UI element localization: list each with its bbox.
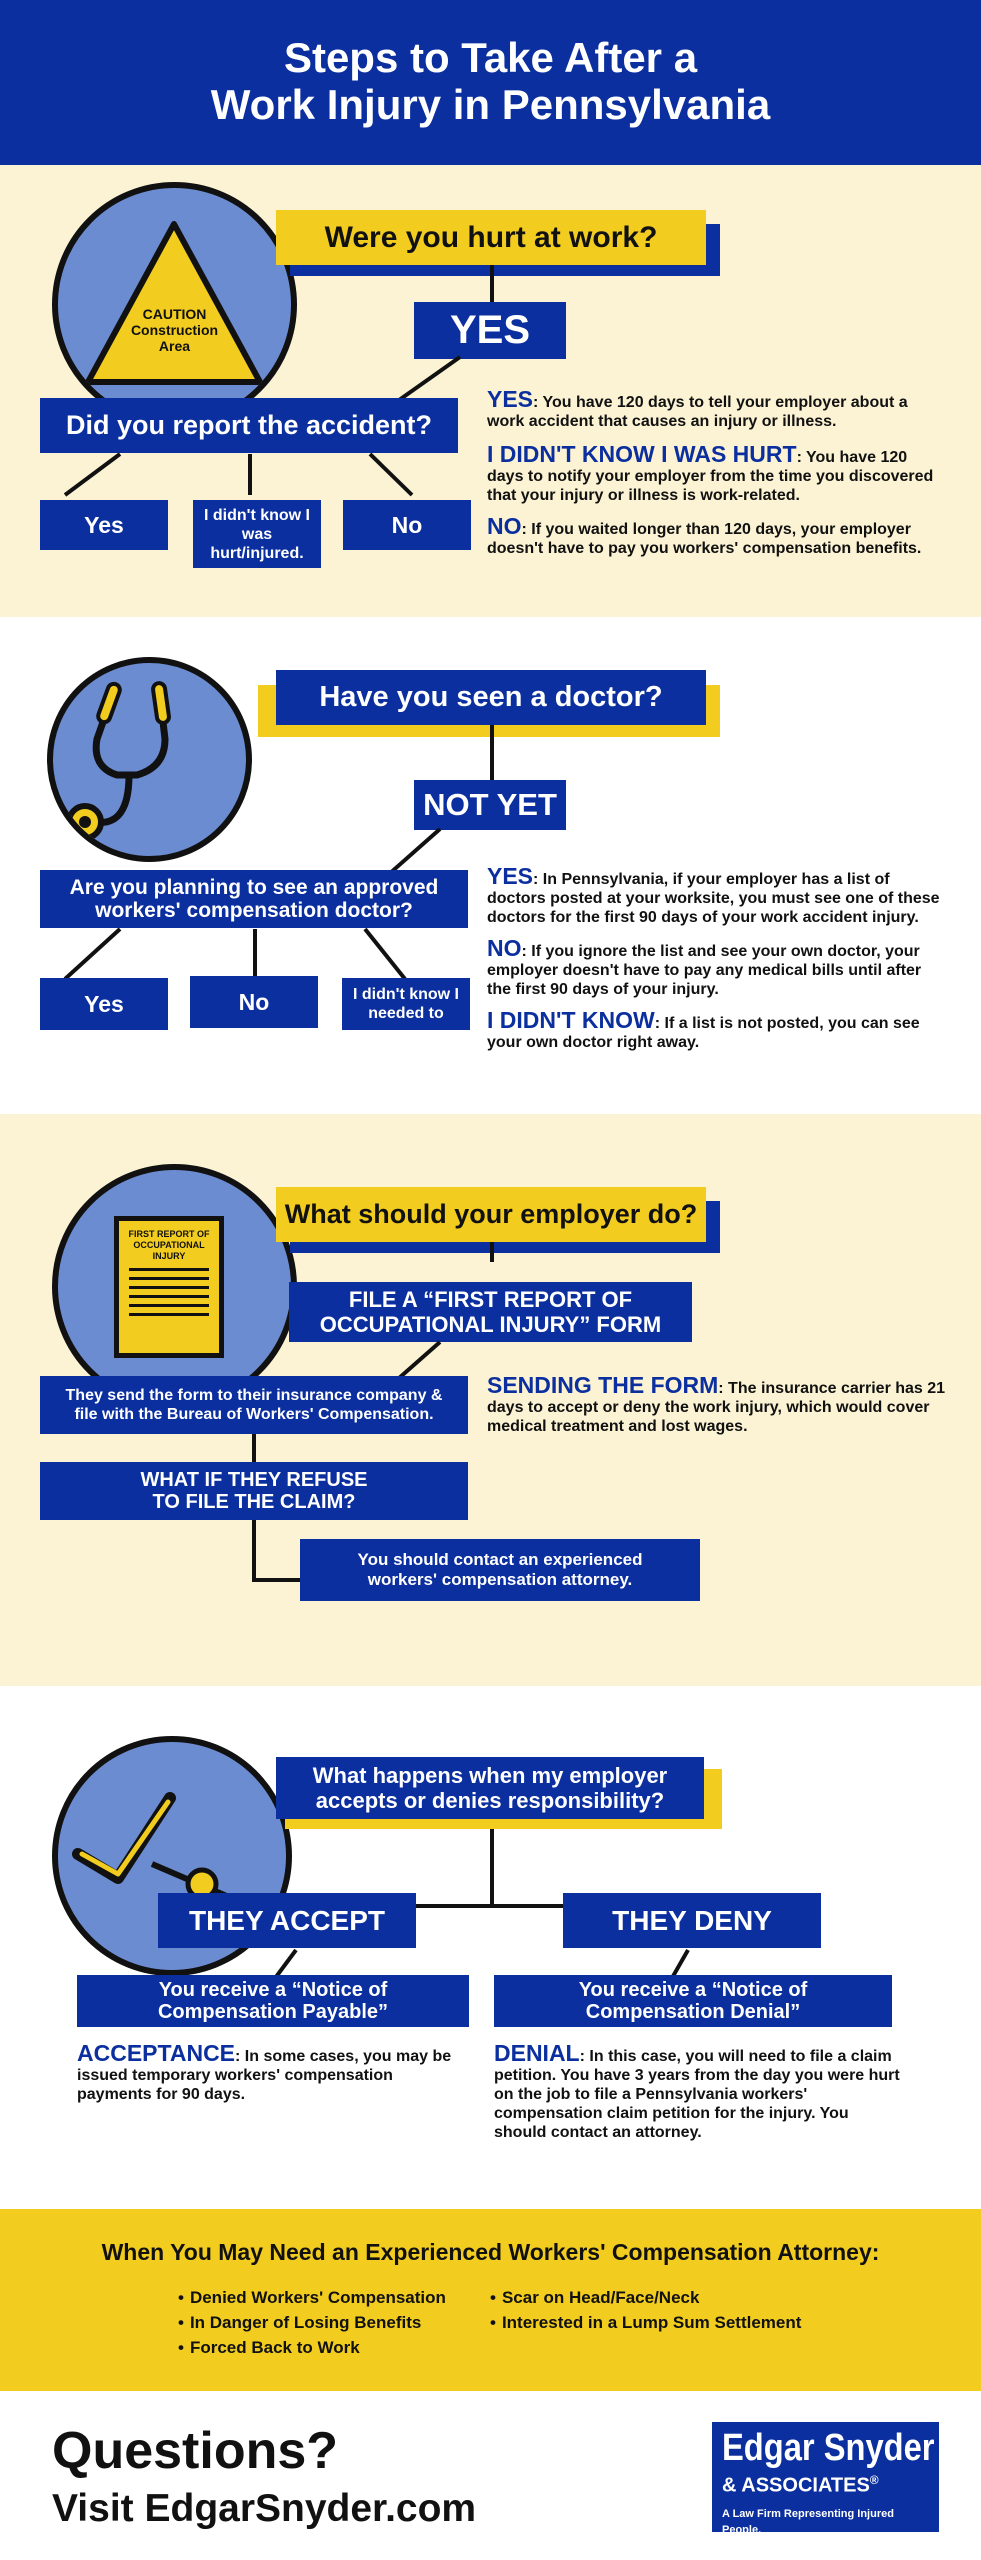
note-text: : In some cases, you may be issued temporary workers' compensation payments for 90 days. (77, 2048, 452, 2103)
note-lead: I DIDN'T KNOW (487, 1007, 655, 1033)
list-item: • In Danger of Losing Benefits (178, 2310, 446, 2335)
note-text: : In Pennsylvania, if your employer has a list of doctors posted at your worksite, you must see one of these doctors for the first 90 days of your work accident injury. (487, 871, 940, 926)
question-box: Have you seen a doctor? (276, 670, 706, 725)
note-didnt-know (487, 441, 947, 505)
note-no (487, 513, 947, 558)
note-text: : The insurance carrier has 21 days to accept or deny the work injury, which would cover medical treatment and lost wages. (487, 1380, 946, 1435)
sub-question-box: Are you planning to see an approved workers' compensation doctor? (40, 870, 468, 928)
note-text: : In this case, you will need to file a claim petition. You have 3 years from the day you were hurt on the job to file a Pennsylvania workers' compensation claim petition for the injury. You should contact an attorney. (494, 2048, 900, 2141)
report-circle (52, 1164, 297, 1409)
section-accept-deny (0, 1686, 981, 2209)
caution-sign-icon (52, 182, 297, 427)
question-box: What happens when my employer accepts or denies responsibility? (276, 1757, 704, 1819)
firm-logo (712, 2422, 939, 2536)
answer-box: YES (414, 302, 566, 359)
registered-mark: ® (869, 2473, 879, 2487)
note-lead: I DIDN'T KNOW I WAS HURT (487, 441, 797, 467)
header-band (0, 0, 981, 165)
list-item: • Scar on Head/Face/Neck (490, 2285, 801, 2310)
attorney-band (0, 2209, 981, 2391)
option-connectors (40, 927, 480, 982)
accept-notice-box: You receive a “Notice of Compensation Payable” (77, 1975, 469, 2027)
visit-link[interactable]: Visit EdgarSnyder.com (52, 2487, 477, 2530)
logo-line-1: Edgar Snyder (722, 2427, 935, 2469)
option-connectors (40, 452, 460, 497)
caution-sign-text-1: CAUTION (142, 306, 207, 322)
list-item: • Forced Back to Work (178, 2335, 446, 2360)
note-lead: SENDING THE FORM (487, 1372, 719, 1398)
accept-box: THEY ACCEPT (158, 1893, 416, 1948)
stethoscope-icon (47, 657, 252, 862)
option-didnt-know: I didn't know I needed to (342, 978, 470, 1030)
note-lead: ACCEPTANCE (77, 2040, 236, 2066)
caution-sign-text (58, 306, 291, 354)
note-denial (494, 2040, 904, 2142)
note-lead: YES (487, 863, 534, 889)
question-box: What should your employer do? (276, 1187, 706, 1242)
page-title-line-2: Work Injury in Pennsylvania (210, 81, 771, 128)
questions-heading: Questions? (52, 2422, 339, 2480)
deny-notice-box: You receive a “Notice of Compensation Denial” (494, 1975, 892, 2027)
note-text: : You have 120 days to notify your employer from the time you discovered that your injury or illness is work-related. (487, 449, 934, 504)
note-lead: YES (487, 386, 534, 412)
logo-tagline: A Law Firm Representing Injured People. (722, 2507, 894, 2536)
attorney-list-left (178, 2285, 446, 2360)
stethoscope-circle (47, 657, 252, 862)
note-text: : If you ignore the list and see your own doctor, your employer doesn't have to pay any medical bills until after the first 90 days of your injury. (487, 943, 922, 998)
send-form-box: They send the form to their insurance company & file with the Bureau of Workers' Compensation. (40, 1376, 468, 1434)
list-item: • Denied Workers' Compensation (178, 2285, 446, 2310)
contact-box: You should contact an experienced workers' compensation attorney. (300, 1539, 700, 1601)
sub-question-box: Did you report the accident? (40, 398, 458, 453)
note-text: : If a list is not posted, you can see your own doctor right away. (487, 1015, 920, 1051)
note-lead: DENIAL (494, 2040, 580, 2066)
connector (490, 725, 494, 783)
note-yes (487, 386, 947, 431)
caution-circle (52, 182, 297, 427)
page-title-line-1: Steps to Take After a (283, 34, 698, 81)
deny-box: THEY DENY (563, 1893, 821, 1948)
logo-line-2-wrap (722, 2468, 929, 2498)
footer-band (0, 2391, 981, 2560)
connector (252, 1434, 256, 1462)
connector (490, 1242, 494, 1262)
form-line (129, 1286, 209, 1289)
section-seen-doctor (0, 617, 981, 1114)
caution-sign-text-3: Area (158, 338, 191, 354)
section-employer-action (0, 1114, 981, 1686)
form-line (129, 1304, 209, 1307)
answer-box: NOT YET (414, 780, 566, 830)
option-no: No (343, 500, 471, 550)
refuse-box: WHAT IF THEY REFUSE TO FILE THE CLAIM? (40, 1462, 468, 1520)
connector (490, 1829, 494, 1907)
caution-sign-text-2: Construction (130, 322, 219, 338)
attorney-heading: When You May Need an Experienced Workers' Compensation Attorney: (101, 2239, 880, 2265)
connector (252, 1578, 300, 1582)
attorney-list-right (490, 2285, 801, 2335)
form-line (129, 1313, 209, 1316)
note-yes (487, 863, 947, 927)
connector (252, 1520, 256, 1582)
list-item: • Interested in a Lump Sum Settlement (490, 2310, 801, 2335)
connector (490, 265, 494, 305)
option-no: No (190, 976, 318, 1028)
page-title (0, 34, 981, 128)
option-didnt-know: I didn't know I was hurt/injured. (193, 500, 321, 568)
section-hurt-at-work (0, 165, 981, 617)
question-box: Were you hurt at work? (276, 210, 706, 265)
form-line (129, 1295, 209, 1298)
form-line (129, 1268, 209, 1271)
note-lead: NO (487, 935, 522, 961)
note-text: : You have 120 days to tell your employer about a work accident that causes an injury or illness. (487, 394, 908, 430)
option-yes: Yes (40, 978, 168, 1030)
option-yes: Yes (40, 500, 168, 550)
note-lead: NO (487, 513, 522, 539)
logo-line-2: & ASSOCIATES (722, 2474, 870, 2497)
report-form-title: FIRST REPORT OF OCCUPATIONAL INJURY (128, 1229, 210, 1261)
note-no (487, 935, 947, 999)
note-didnt-know (487, 1007, 947, 1052)
answer-box: FILE A “FIRST REPORT OF OCCUPATIONAL INJURY” FORM (289, 1282, 692, 1342)
connector (415, 1904, 565, 1908)
note-text: : If you waited longer than 120 days, your employer doesn't have to pay you workers' compensation benefits. (487, 521, 922, 557)
form-line (129, 1277, 209, 1280)
report-form-icon (114, 1216, 224, 1358)
note-acceptance (77, 2040, 457, 2104)
note-sending (487, 1372, 947, 1436)
